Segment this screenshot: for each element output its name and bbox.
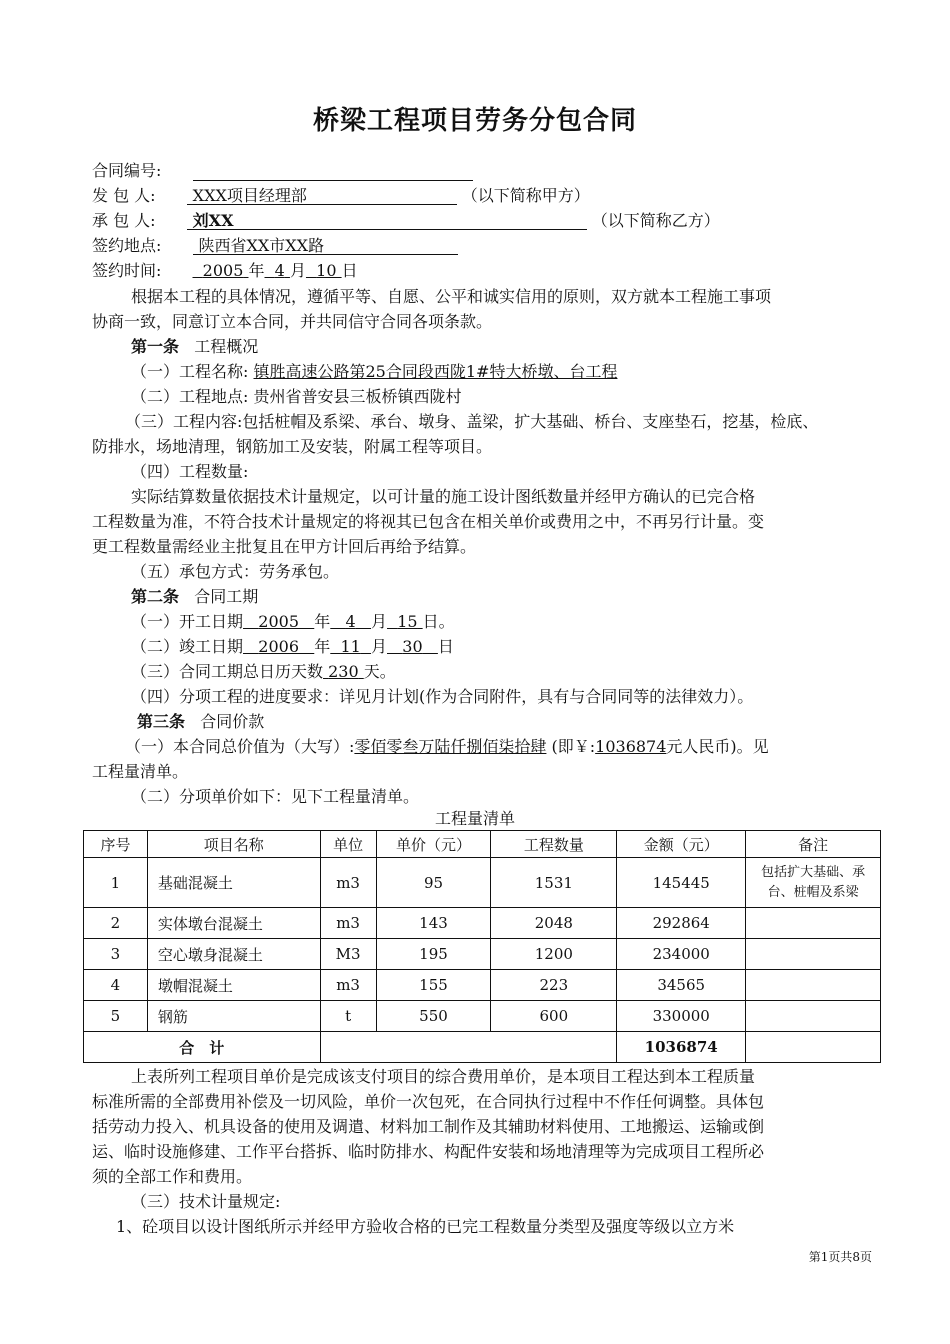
article-2-heading: 第二条 合同工期 <box>131 587 259 606</box>
quantity-label: （四）工程数量: <box>131 462 249 481</box>
tech-line-1: 1、砼项目以设计图纸所示并经甲方验收合格的已完工程数量分类型及强度等级以立方米 <box>116 1217 735 1236</box>
after-line-4: 运、临时设施修建、工作平台搭拆、临时防排水、构配件安装和场地清理等为完成项目工程所必 <box>92 1142 765 1161</box>
contract-mode: （五）承包方式：劳务承包。 <box>131 562 340 581</box>
place-line <box>92 235 458 257</box>
unit-price-line: （二）分项单价如下：见下工程量清单。 <box>131 787 420 806</box>
quantity-line-2: 工程数量为准，不符合技术计量规定的将视其已包含在相关单价或费用之中，不再另行计量。变 <box>92 512 765 531</box>
project-name-value: 镇胜高速公路第25合同段西陇1#特大桥墩、台工程 <box>253 362 618 381</box>
time-year: 2005 <box>202 261 244 280</box>
table-total-label: 合 计 <box>84 1032 321 1063</box>
table-row: 4 墩帽混凝土 m3 155 223 34565 <box>84 970 881 1001</box>
after-line-1: 上表所列工程项目单价是完成该支付项目的综合费用单价，是本项目工程达到本工程质量 <box>131 1067 756 1086</box>
table-total-amount: 1036874 <box>617 1032 746 1063</box>
after-line-5: 须的全部工作和费用。 <box>92 1167 253 1186</box>
total-price-line-2: 工程量清单。 <box>92 762 189 781</box>
project-name-line: （一）工程名称: 镇胜高速公路第25合同段西陇1#特大桥墩、台工程 <box>131 362 618 381</box>
quantity-line-1: 实际结算数量依据技术计量规定，以可计量的施工设计图纸数量并经甲方确认的已完合格 <box>131 487 756 506</box>
document-title: 桥梁工程项目劳务分包合同 <box>312 106 637 136</box>
contractor-label: 承 包 人: <box>92 211 156 230</box>
contract-no-label: 合同编号: <box>92 161 162 180</box>
after-line-2: 标准所需的全部费用补偿及一切风险，单价一次包死，在合同执行过程中不作任何调整。具体包 <box>92 1092 765 1111</box>
page-number: 第1页共8页 <box>808 1250 872 1264</box>
contractor-value: 刘XX <box>187 210 587 230</box>
content-line-1: （三）工程内容:包括桩帽及系梁、承台、墩身、盖梁，扩大基础、桥台、支座垫石，挖基，检底、 <box>125 412 819 431</box>
contract-no-line <box>92 160 473 182</box>
table-header-row: 序号 项目名称 单位 单价（元） 工程数量 金额（元） 备注 <box>84 831 881 858</box>
employer-suffix: （以下简称甲方） <box>461 186 590 205</box>
total-price-words: 零佰零叁万陆仟捌佰柒拾肆 <box>354 737 547 756</box>
time-label: 签约时间: <box>92 261 162 280</box>
table-row: 1 基础混凝土 m3 95 1531 145445 包括扩大基础、承 台、桩帽及系梁 <box>84 858 881 908</box>
contractor-suffix: （以下简称乙方） <box>591 211 720 230</box>
place-value: 陕西省XX市XX路 <box>193 235 458 255</box>
table-row: 2 实体墩台混凝土 m3 143 2048 292864 <box>84 908 881 939</box>
quantity-table <box>83 830 881 1063</box>
table-caption: 工程量清单 <box>434 809 515 828</box>
end-date-line: （二）竣工日期 2006 年 11 月 30 日 <box>131 637 454 656</box>
quantity-line-3: 更工程数量需经业主批复且在甲方计回后再给予结算。 <box>92 537 477 556</box>
place-label: 签约地点: <box>92 236 162 255</box>
contractor-line <box>92 210 720 232</box>
time-month: 4 <box>274 261 285 280</box>
employer-line <box>92 185 590 207</box>
table-row: 3 空心墩身混凝土 M3 195 1200 234000 <box>84 939 881 970</box>
progress-line: （四）分项工程的进度要求：详见月计划(作为合同附件，具有与合同同等的法律效力）。 <box>131 687 754 706</box>
intro-line-2: 协商一致，同意订立本合同，并共同信守合同各项条款。 <box>92 312 493 331</box>
contract-no-blank <box>193 160 473 181</box>
employer-label: 发 包 人: <box>92 186 156 205</box>
total-days-line: （三）合同工期总日历天数 230 天。 <box>131 662 396 681</box>
article-1-heading: 第一条 工程概况 <box>131 337 259 356</box>
after-line-3: 括劳动力投入、机具设备的使用及调遣、材料加工制作及其辅助材料使用、工地搬运、运输或倒 <box>92 1117 765 1136</box>
intro-line-1: 根据本工程的具体情况，遵循平等、自愿、公平和诚实信用的原则，双方就本工程施工事项 <box>131 287 772 306</box>
employer-value: XXX项目经理部 <box>187 185 457 205</box>
total-price-number: 1036874 <box>595 737 667 756</box>
table-total-row <box>84 1032 881 1063</box>
total-price-line: （一）本合同总价值为（大写）:零佰零叁万陆仟捌佰柒拾肆 (即￥:1036874元人民币)。见 <box>125 737 769 756</box>
content-line-2: 防排水，场地清理，钢筋加工及安装，附属工程等项目。 <box>92 437 493 456</box>
tech-label: （三）技术计量规定: <box>131 1192 281 1211</box>
project-location-value: 贵州省普安县三板桥镇西陇村 <box>253 387 462 406</box>
time-day: 10 <box>316 261 337 280</box>
start-date-line: （一）开工日期 2005 年 4 月 15 日。 <box>131 612 455 631</box>
article-3-heading: 第三条 合同价款 <box>137 712 265 731</box>
time-line: 签约时间: 2005 年 4 月 10 日 <box>92 261 358 280</box>
project-location-line: （二）工程地点: 贵州省普安县三板桥镇西陇村 <box>131 387 462 406</box>
table-row: 5 钢筋 t 550 600 330000 <box>84 1001 881 1032</box>
